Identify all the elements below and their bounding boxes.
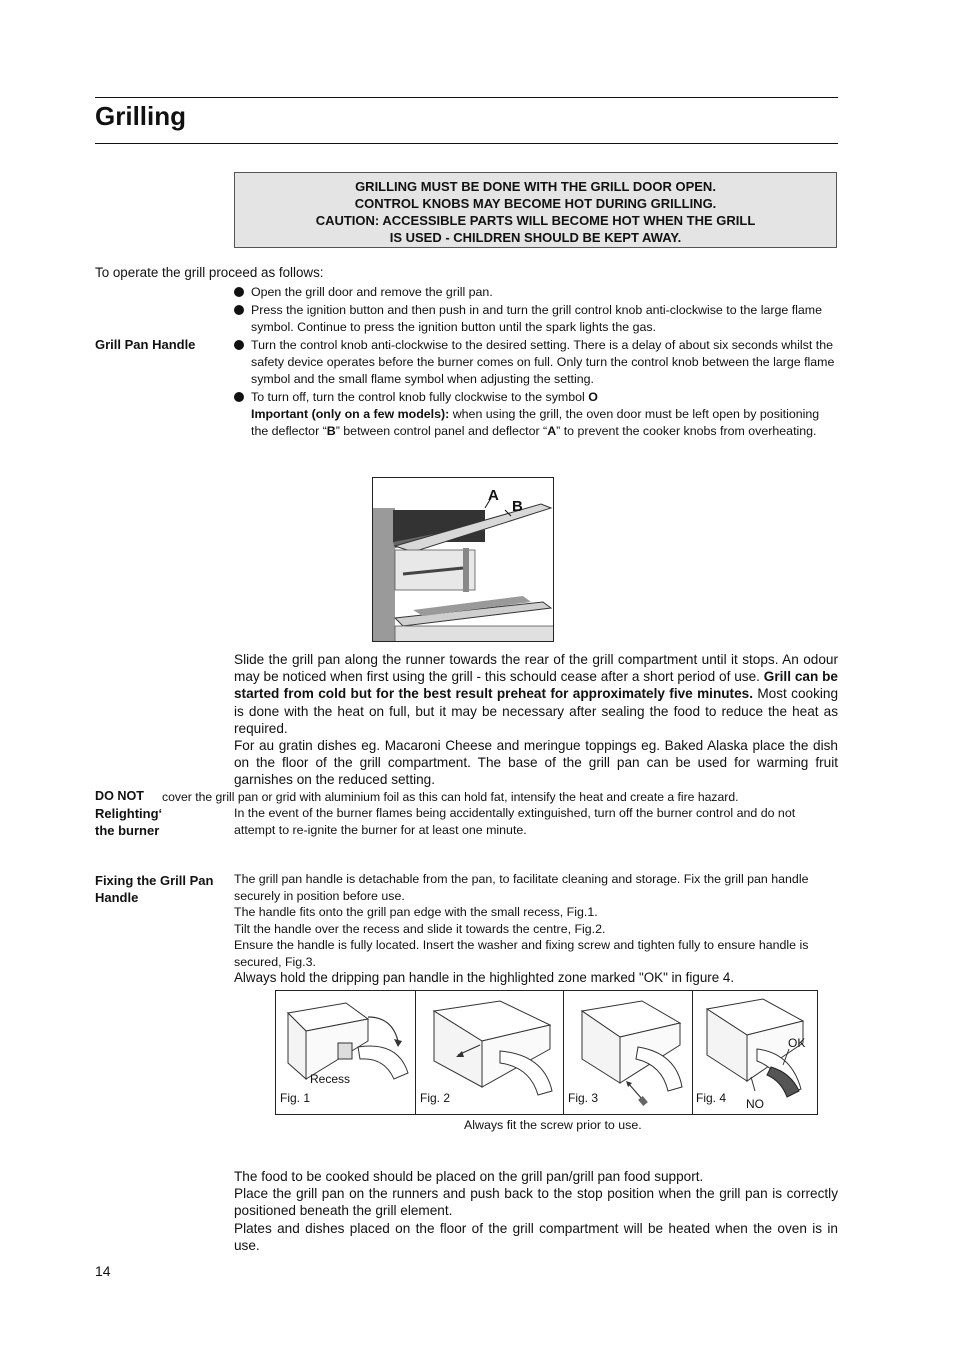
fixing-text [234,871,838,970]
fixing-p4: Ensure the handle is fully located. Insert the washer and fixing screw and tighten fully to ensure handle is secured, Fig.3. [234,938,809,969]
important-label: Important (only on a few models): [251,406,450,421]
final-p1: The food to be cooked should be placed on the grill pan/grill pan food support. [234,1169,704,1184]
figure-caption: Always fit the screw prior to use. [464,1118,642,1132]
final-p2: Place the grill pan on the runners and push back to the stop position when the grill pan is correctly positioned beneath the grill element. [234,1186,838,1219]
fixing-p5: Always hold the dripping pan handle in the highlighted zone marked "OK" in figure 4. [234,970,735,985]
para-text: Slide the grill pan along the runner towards the rear of the grill compartment until it stops. An odour may be noticed when first using the grill - this schould cease after a short period of use. [234,652,838,685]
label-grill-pan-handle: Grill Pan Handle [95,337,196,352]
bullet-item [234,337,838,387]
paragraph-slide [234,651,838,737]
bullet-text [251,389,838,439]
bullet-dot-icon [234,392,244,402]
fig4-label: Fig. 4 [696,1091,727,1105]
bullet-dot-icon [234,305,244,315]
grill-deflector-illustration [372,477,554,642]
warning-line: CONTROL KNOBS MAY BECOME HOT DURING GRILLING. [354,196,717,211]
label-b: B [512,498,523,515]
warning-line: CAUTION: ACCESSIBLE PARTS WILL BECOME HOT WHEN THE GRILL [315,213,756,228]
no-label: NO [746,1097,764,1111]
label-the-burner: the burner [95,823,160,838]
figure-1 [276,991,416,1114]
off-symbol: O [588,390,598,404]
paragraph-au-gratin: For au gratin dishes eg. Macaroni Cheese and meringue toppings eg. Baked Alaska place the dish on the floor of the grill compartment. The base of the grill pan can be used for warming fruit garnishes on the reduced setting. [234,738,838,788]
warning-line: GRILLING MUST BE DONE WITH THE GRILL DOOR OPEN. [355,179,716,194]
bullet-text: Press the ignition button and then push in and turn the grill control knob anti-clockwise to the large flame symbol. Continue to press the ignition button until the spark lights the gas. [251,303,822,334]
label-fixing: Fixing the Grill Pan [95,873,214,888]
do-not-text: cover the grill pan or grid with aluminium foil as this can hold fat, intensify the heat and create a fire hazard. [162,790,739,804]
fig2-label: Fig. 2 [420,1091,451,1105]
deflector-b: B [326,423,336,438]
deflector-a: A [547,423,557,438]
label-do-not: DO NOT [95,789,144,803]
warning-line: IS USED - CHILDREN SHOULD BE KEPT AWAY. [389,230,682,245]
bullet-text: Turn the control knob anti-clockwise to the desired setting. There is a delay of about six seconds whilst the safety device operates before the burner comes on full. Only turn the control knob between the large flame symbol and the small flame symbol when adjusting the setting. [251,338,835,386]
bullet-item [234,302,838,336]
final-text [234,1168,838,1254]
bullet-text: Open the grill door and remove the grill pan. [251,285,493,299]
final-p3: Plates and dishes placed on the floor of the grill compartment will be heated when the oven is in use. [234,1220,838,1253]
important-text: ” to prevent the cooker knobs from overheating. [556,423,817,438]
figure-3 [564,991,693,1114]
title-rule [95,143,838,144]
warning-box [234,172,837,248]
important-text: ” between control panel and deflector “ [335,423,548,438]
fixing-p1: The grill pan handle is detachable from the pan, to facilitate cleaning and storage. Fix the grill pan handle securely in position before use. [234,872,809,903]
recess-label: Recess [310,1072,351,1086]
figure-2 [416,991,564,1114]
page-number: 14 [95,1263,111,1279]
bullet-dot-icon [234,287,244,297]
para-bold: Grill can be started from cold but for the best result preheat for approximately five minutes. [234,669,838,702]
top-rule [95,97,838,98]
fixing-p2: The handle fits onto the grill pan edge with the small recess, Fig.1. [234,905,598,919]
important-text: when using the grill, the oven door must be left open by positioning the deflector “ [251,406,820,438]
label-relighting: Relighting‘ [95,806,163,821]
para-text: Most cooking is done with the heat on full, but it may be necessary after sealing the food to reduce the heat as required. [234,686,839,736]
bullet-item [234,284,838,301]
turn-off-text: To turn off, turn the control knob fully clockwise to the symbol [251,390,585,404]
fig3-label: Fig. 3 [568,1091,599,1105]
handle-figures [275,990,818,1115]
page-title: Grilling [95,101,186,131]
label-a: A [488,487,499,504]
bullet-dot-icon [234,340,244,350]
relight-text: In the event of the burner flames being accidentally extinguished, turn off the burner control and do not attempt to re-ignite the burner for at least one minute. [234,806,796,837]
label-handle: Handle [95,890,139,905]
fixing-p3: Tilt the handle over the recess and slide it towards the centre, Fig.2. [234,921,606,936]
bullet-item [234,389,838,439]
fig1-label: Fig. 1 [280,1091,311,1105]
ok-label: OK [788,1036,806,1050]
figure-4 [693,991,819,1114]
oven-drawing-icon [373,478,554,642]
intro-text: To operate the grill proceed as follows: [95,265,324,280]
